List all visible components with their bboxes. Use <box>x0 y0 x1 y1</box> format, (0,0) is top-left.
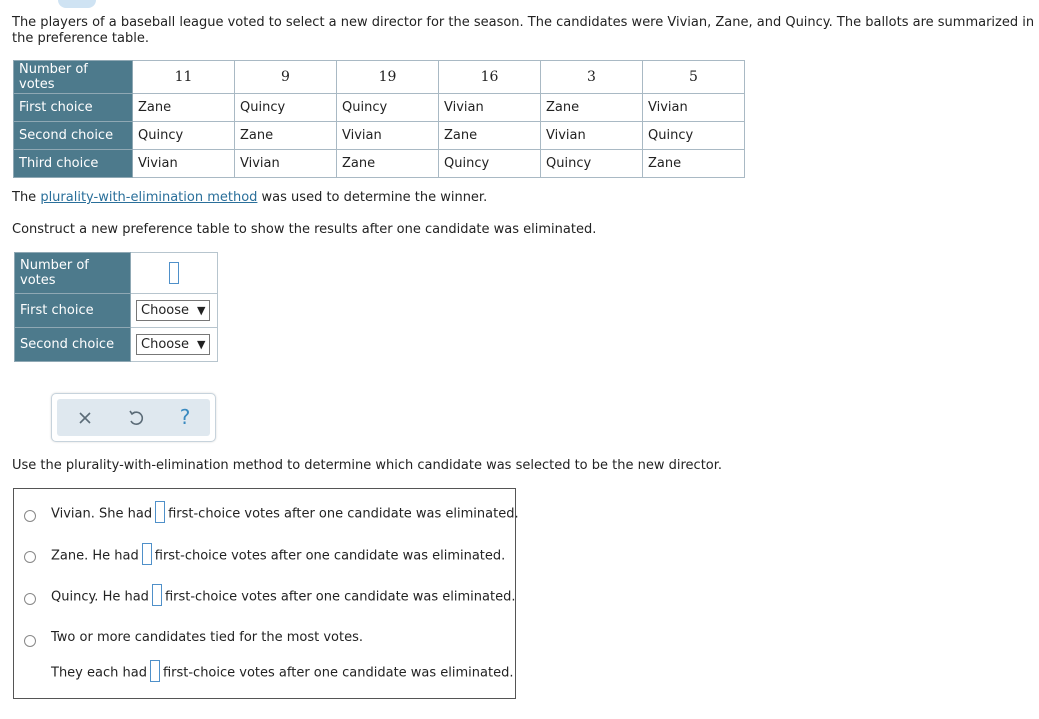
question2-prompt: Use the plurality-with-elimination method to determine which candidate was selected to be the new director. <box>12 458 723 473</box>
preference-table <box>13 60 745 178</box>
answer-table <box>14 252 218 362</box>
choice-cell: Zane <box>337 150 439 178</box>
dropdown-arrow-icon: ▼ <box>197 304 206 317</box>
choice-cell: Vivian <box>643 94 745 122</box>
method-link[interactable]: plurality-with-elimination method <box>40 190 258 205</box>
choice-cell: Zane <box>235 122 337 150</box>
select-label: Choose <box>141 337 189 352</box>
vote-input[interactable] <box>152 584 162 606</box>
vote-input[interactable] <box>155 501 165 523</box>
second-choice-cell <box>131 328 218 362</box>
choice-cell: Quincy <box>541 150 643 178</box>
votes-row <box>14 61 745 94</box>
option-text <box>51 505 519 523</box>
undo-icon[interactable] <box>126 408 146 428</box>
first-choice-cell <box>131 294 218 328</box>
option-text <box>51 588 515 606</box>
dropdown-arrow-icon: ▼ <box>197 338 206 351</box>
option-pre: Two or more candidates tied for the most votes. <box>51 630 364 645</box>
option-pre2: They each had <box>51 665 147 681</box>
radio-button[interactable] <box>24 510 36 522</box>
option-post: first-choice votes after one candidate was eliminated. <box>162 665 514 681</box>
construct-instruction: Construct a new preference table to show the results after one candidate was eliminated. <box>12 222 597 237</box>
answer-label-second: Second choice <box>15 328 131 362</box>
problem-intro: The players of a baseball league voted to select a new director for the season. The candidates were Vivian, Zane, and Quincy. The ballots are summarized in the preference table. <box>12 15 1035 46</box>
votes-cell: 16 <box>439 61 541 94</box>
second-choice-row <box>14 122 745 150</box>
first-choice-select[interactable] <box>136 300 210 321</box>
vote-input[interactable] <box>150 660 160 682</box>
chevron-down-icon <box>70 0 80 2</box>
third-choice-row <box>14 150 745 178</box>
answer-second-row <box>15 328 218 362</box>
votes-cell: 11 <box>133 61 235 94</box>
method-prefix: The <box>12 190 41 205</box>
option-post: first-choice votes after one candidate was eliminated. <box>168 506 519 522</box>
choice-cell: Vivian <box>133 150 235 178</box>
option-text <box>51 547 505 565</box>
choice-cell: Vivian <box>337 122 439 150</box>
votes-cell: 9 <box>235 61 337 94</box>
choice-cell: Zane <box>541 94 643 122</box>
votes-input[interactable] <box>169 262 179 284</box>
option-text <box>51 664 513 682</box>
row-label-first: First choice <box>14 94 133 122</box>
choice-cell: Zane <box>133 94 235 122</box>
option-post: first-choice votes after one candidate was eliminated. <box>164 589 516 605</box>
radio-button[interactable] <box>24 551 36 563</box>
second-choice-select[interactable] <box>136 334 210 355</box>
option-pre: Vivian. She had <box>51 506 153 522</box>
choice-cell: Vivian <box>439 94 541 122</box>
choice-cell: Zane <box>439 122 541 150</box>
collapse-tab[interactable] <box>58 0 96 8</box>
vote-input[interactable] <box>142 543 152 565</box>
answer-votes-row <box>15 253 218 294</box>
answer-label-first: First choice <box>15 294 131 328</box>
choice-cell: Quincy <box>235 94 337 122</box>
votes-cell: 5 <box>643 61 745 94</box>
choice-cell: Zane <box>643 150 745 178</box>
first-choice-row <box>14 94 745 122</box>
option-post: first-choice votes after one candidate was eliminated. <box>154 548 506 564</box>
choice-cell: Quincy <box>337 94 439 122</box>
answer-first-row <box>15 294 218 328</box>
row-label-second: Second choice <box>14 122 133 150</box>
radio-button[interactable] <box>24 593 36 605</box>
answer-choices <box>13 488 519 699</box>
option-pre: Quincy. He had <box>51 589 149 605</box>
method-suffix: was used to determine the winner. <box>257 190 488 205</box>
votes-cell: 19 <box>337 61 439 94</box>
method-sentence <box>12 190 487 205</box>
row-label-votes: Number of votes <box>14 61 133 94</box>
votes-cell: 3 <box>541 61 643 94</box>
option-pre: Zane. He had <box>51 548 139 564</box>
choice-cell: Quincy <box>133 122 235 150</box>
help-button[interactable]: ? <box>179 405 191 429</box>
choice-cell: Quincy <box>439 150 541 178</box>
select-label: Choose <box>141 303 189 318</box>
choice-cell: Vivian <box>541 122 643 150</box>
radio-button[interactable] <box>24 635 36 647</box>
choice-cell: Quincy <box>643 122 745 150</box>
votes-field-cell <box>131 253 218 294</box>
clear-icon[interactable] <box>75 408 95 428</box>
toolbar-inner <box>57 399 210 436</box>
row-label-third: Third choice <box>14 150 133 178</box>
answer-toolbar <box>51 393 216 442</box>
choice-cell: Vivian <box>235 150 337 178</box>
answer-label-votes: Number of votes <box>15 253 131 294</box>
